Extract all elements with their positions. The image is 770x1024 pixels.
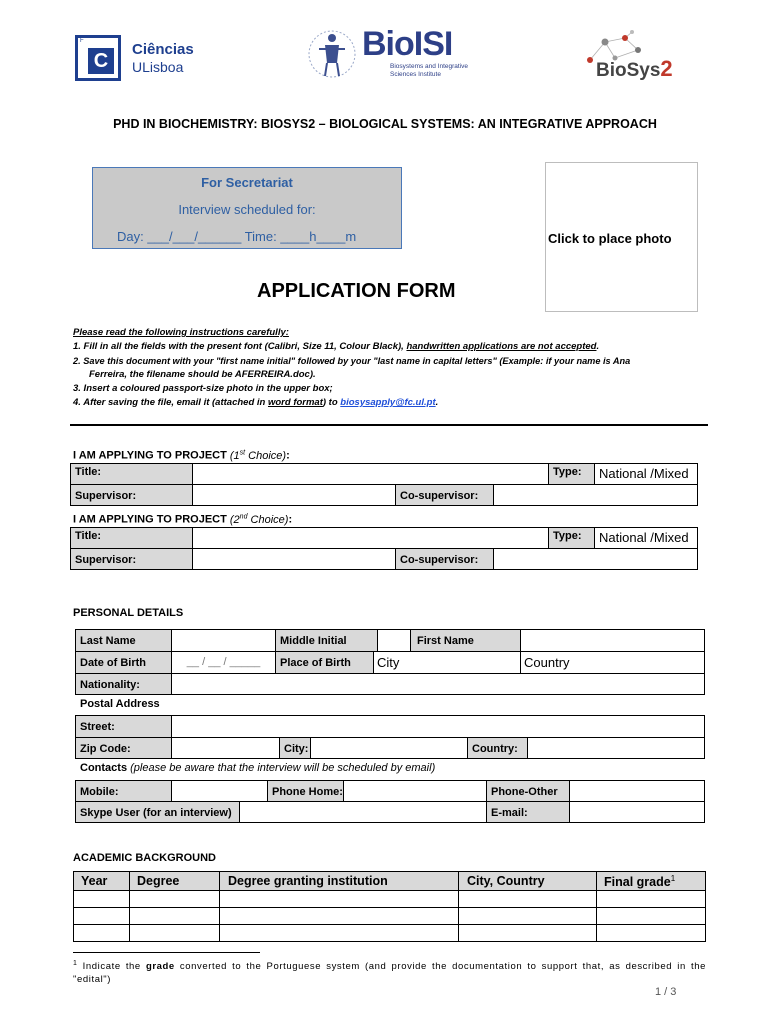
project1-cosupervisor-label: Co-supervisor: xyxy=(395,484,494,506)
program-heading: PHD IN BIOCHEMISTRY: BIOSYS2 – BIOLOGICAL SYSTEMS: AN INTEGRATIVE APPROACH xyxy=(113,117,657,131)
phone-other-label: Phone-Other xyxy=(486,780,570,802)
instruction-1c: . xyxy=(596,341,600,352)
project1-choice: (1st Choice) xyxy=(229,449,287,462)
final-grade-footnote-mark: 1 xyxy=(670,874,676,883)
project2-type-select[interactable]: National /Mixed xyxy=(594,527,698,549)
project2-type-label: Type: xyxy=(548,527,595,549)
personal-heading: PERSONAL DETAILS xyxy=(73,607,184,619)
biosys-num: 2 xyxy=(660,56,673,81)
project2-supervisor-field[interactable] xyxy=(192,548,396,570)
project1-type-label: Type: xyxy=(548,463,595,485)
skype-field[interactable] xyxy=(239,801,487,823)
instruction-2a: 2. Save this document with your "first name initial" followed by your "last name in capital letters" (Example: if your name is Ana xyxy=(73,356,631,366)
project1-heading xyxy=(73,449,290,462)
academic-heading: ACADEMIC BACKGROUND xyxy=(73,852,216,864)
project2-heading xyxy=(73,513,292,526)
academic-r1-degree[interactable] xyxy=(129,890,220,908)
middle-initial-label: Middle Initial xyxy=(275,629,378,652)
email-field[interactable] xyxy=(569,801,705,823)
project2-heading-text: I AM APPLYING TO PROJECT xyxy=(73,513,227,526)
city-label: City: xyxy=(279,737,311,759)
last-name-field[interactable] xyxy=(171,629,276,652)
project1-cosupervisor-field[interactable] xyxy=(493,484,698,506)
academic-r1-year[interactable] xyxy=(73,890,130,908)
photo-label: Click to place photo xyxy=(548,231,672,246)
project1-supervisor-label: Supervisor: xyxy=(70,484,193,506)
project1-colon: : xyxy=(286,449,290,462)
dob-label: Date of Birth xyxy=(75,651,172,674)
instruction-1 xyxy=(73,340,703,354)
footnote-mark: 1 xyxy=(73,960,78,967)
secretariat-box xyxy=(92,167,402,249)
contacts-note: (please be aware that the interview will be scheduled by email) xyxy=(130,762,436,774)
project1-heading-text: I AM APPLYING TO PROJECT xyxy=(73,449,227,462)
instruction-2b: Ferreira, the filename should be AFERREIRA.doc). xyxy=(89,369,316,380)
academic-r1-city[interactable] xyxy=(458,890,597,908)
ciencias-mark-inner: C xyxy=(88,48,114,74)
academic-r2-institution[interactable] xyxy=(219,907,459,925)
ciencias-line2: ULisboa xyxy=(132,59,184,75)
footnote xyxy=(73,957,706,986)
page-number: 1 / 3 xyxy=(655,986,677,998)
instructions-intro: Please read the following instructions carefully: xyxy=(73,327,289,338)
bioisi-logo xyxy=(305,27,470,83)
academic-r2-grade[interactable] xyxy=(596,907,706,925)
academic-col-institution: Degree granting institution xyxy=(219,871,459,891)
project1-title-label: Title: xyxy=(70,463,193,485)
ciencias-line1: Ciências xyxy=(132,41,194,58)
final-grade-label: Final grade xyxy=(604,875,671,890)
secretariat-day-time: Day: ___/___/______ Time: ____h____m xyxy=(117,229,357,244)
project2-supervisor-label: Supervisor: xyxy=(70,548,193,570)
footnote-text: Indicate the grade converted to the Portuguese system (and provide the documentation to support that, as described in the "edital") xyxy=(73,961,706,986)
instructions xyxy=(73,326,703,410)
instruction-1a: 1. Fill in all the fields with the present font (Calibri, Size 11, Colour Black), xyxy=(73,341,407,352)
first-name-field[interactable] xyxy=(520,629,705,652)
footnote-rule xyxy=(73,952,260,953)
project2-title-field[interactable] xyxy=(192,527,549,549)
project2-title-label: Title: xyxy=(70,527,193,549)
dob-field[interactable]: __ / __ / _____ xyxy=(171,651,276,674)
email-label: E-mail: xyxy=(486,801,570,823)
secretariat-title: For Secretariat xyxy=(201,175,293,190)
nationality-field[interactable] xyxy=(171,673,705,695)
academic-r1-grade[interactable] xyxy=(596,890,706,908)
zip-label: Zip Code: xyxy=(75,737,172,759)
contacts-heading xyxy=(80,762,435,774)
apply-email-link[interactable]: biosysapply@fc.ul.pt xyxy=(340,397,436,408)
academic-col-degree: Degree xyxy=(129,871,220,891)
mobile-label: Mobile: xyxy=(75,780,172,802)
project1-supervisor-field[interactable] xyxy=(192,484,396,506)
ciencias-logo xyxy=(75,35,205,85)
first-name-label: First Name xyxy=(410,629,521,652)
pob-country-field[interactable]: Country xyxy=(520,651,705,674)
middle-initial-field[interactable] xyxy=(377,629,411,652)
biosys-wordmark xyxy=(596,56,673,82)
biosys2-logo xyxy=(580,30,710,85)
project2-colon: : xyxy=(288,513,293,526)
project2-cosupervisor-label: Co-supervisor: xyxy=(395,548,494,570)
academic-r2-city[interactable] xyxy=(458,907,597,925)
country-label: Country: xyxy=(467,737,528,759)
last-name-label: Last Name xyxy=(75,629,172,652)
academic-r3-institution[interactable] xyxy=(219,924,459,942)
academic-r3-degree[interactable] xyxy=(129,924,220,942)
academic-r1-institution[interactable] xyxy=(219,890,459,908)
ciencias-mark xyxy=(75,35,121,81)
secretariat-interview: Interview scheduled for: xyxy=(178,202,316,217)
instruction-4a: 4. After saving the file, email it (attached in xyxy=(73,397,268,408)
academic-r3-city[interactable] xyxy=(458,924,597,942)
mobile-field[interactable] xyxy=(171,780,268,802)
project1-type-select[interactable]: National /Mixed xyxy=(594,463,698,485)
phone-home-field[interactable] xyxy=(343,780,487,802)
project1-title-field[interactable] xyxy=(192,463,549,485)
instruction-4d: . xyxy=(435,397,439,408)
pob-label: Place of Birth xyxy=(275,651,374,674)
pob-city-field[interactable]: City xyxy=(373,651,521,674)
academic-r3-grade[interactable] xyxy=(596,924,706,942)
bioisi-sub1: Biosystems and Integrative xyxy=(390,63,469,70)
nationality-label: Nationality: xyxy=(75,673,172,695)
project2-choice: (2nd Choice) xyxy=(229,513,289,526)
phone-home-label: Phone Home: xyxy=(267,780,344,802)
section-divider xyxy=(70,424,708,426)
photo-placeholder[interactable] xyxy=(545,162,698,312)
instruction-1b: handwritten applications are not accepted xyxy=(406,341,597,352)
project2-cosupervisor-field[interactable] xyxy=(493,548,698,570)
bioisi-sub2: Sciences Institute xyxy=(390,71,441,78)
academic-col-final-grade xyxy=(596,871,706,891)
academic-col-year: Year xyxy=(73,871,130,891)
ciencias-corner-letter: F xyxy=(80,38,84,44)
zip-field[interactable] xyxy=(171,737,280,759)
bioisi-wordmark: BioISI xyxy=(362,25,453,63)
street-label: Street: xyxy=(75,715,172,738)
city-field[interactable] xyxy=(310,737,468,759)
skype-label: Skype User (for an interview) xyxy=(75,801,240,823)
street-field[interactable] xyxy=(171,715,705,738)
academic-r2-year[interactable] xyxy=(73,907,130,925)
form-title: APPLICATION FORM xyxy=(257,280,456,302)
instruction-3: 3. Insert a coloured passport-size photo in the upper box; xyxy=(73,383,333,394)
instruction-4 xyxy=(73,396,703,410)
country-field[interactable] xyxy=(527,737,705,759)
instruction-4c: ) to xyxy=(322,397,341,408)
academic-r2-degree[interactable] xyxy=(129,907,220,925)
bioisi-figure-icon xyxy=(305,29,360,79)
instruction-4b: word format xyxy=(267,397,323,408)
contacts-label: Contacts xyxy=(80,762,128,774)
academic-r3-year[interactable] xyxy=(73,924,130,942)
phone-other-field[interactable] xyxy=(569,780,705,802)
postal-address-label: Postal Address xyxy=(80,698,160,710)
biosys-text: BioSys xyxy=(596,60,661,81)
academic-col-city-country: City, Country xyxy=(458,871,597,891)
